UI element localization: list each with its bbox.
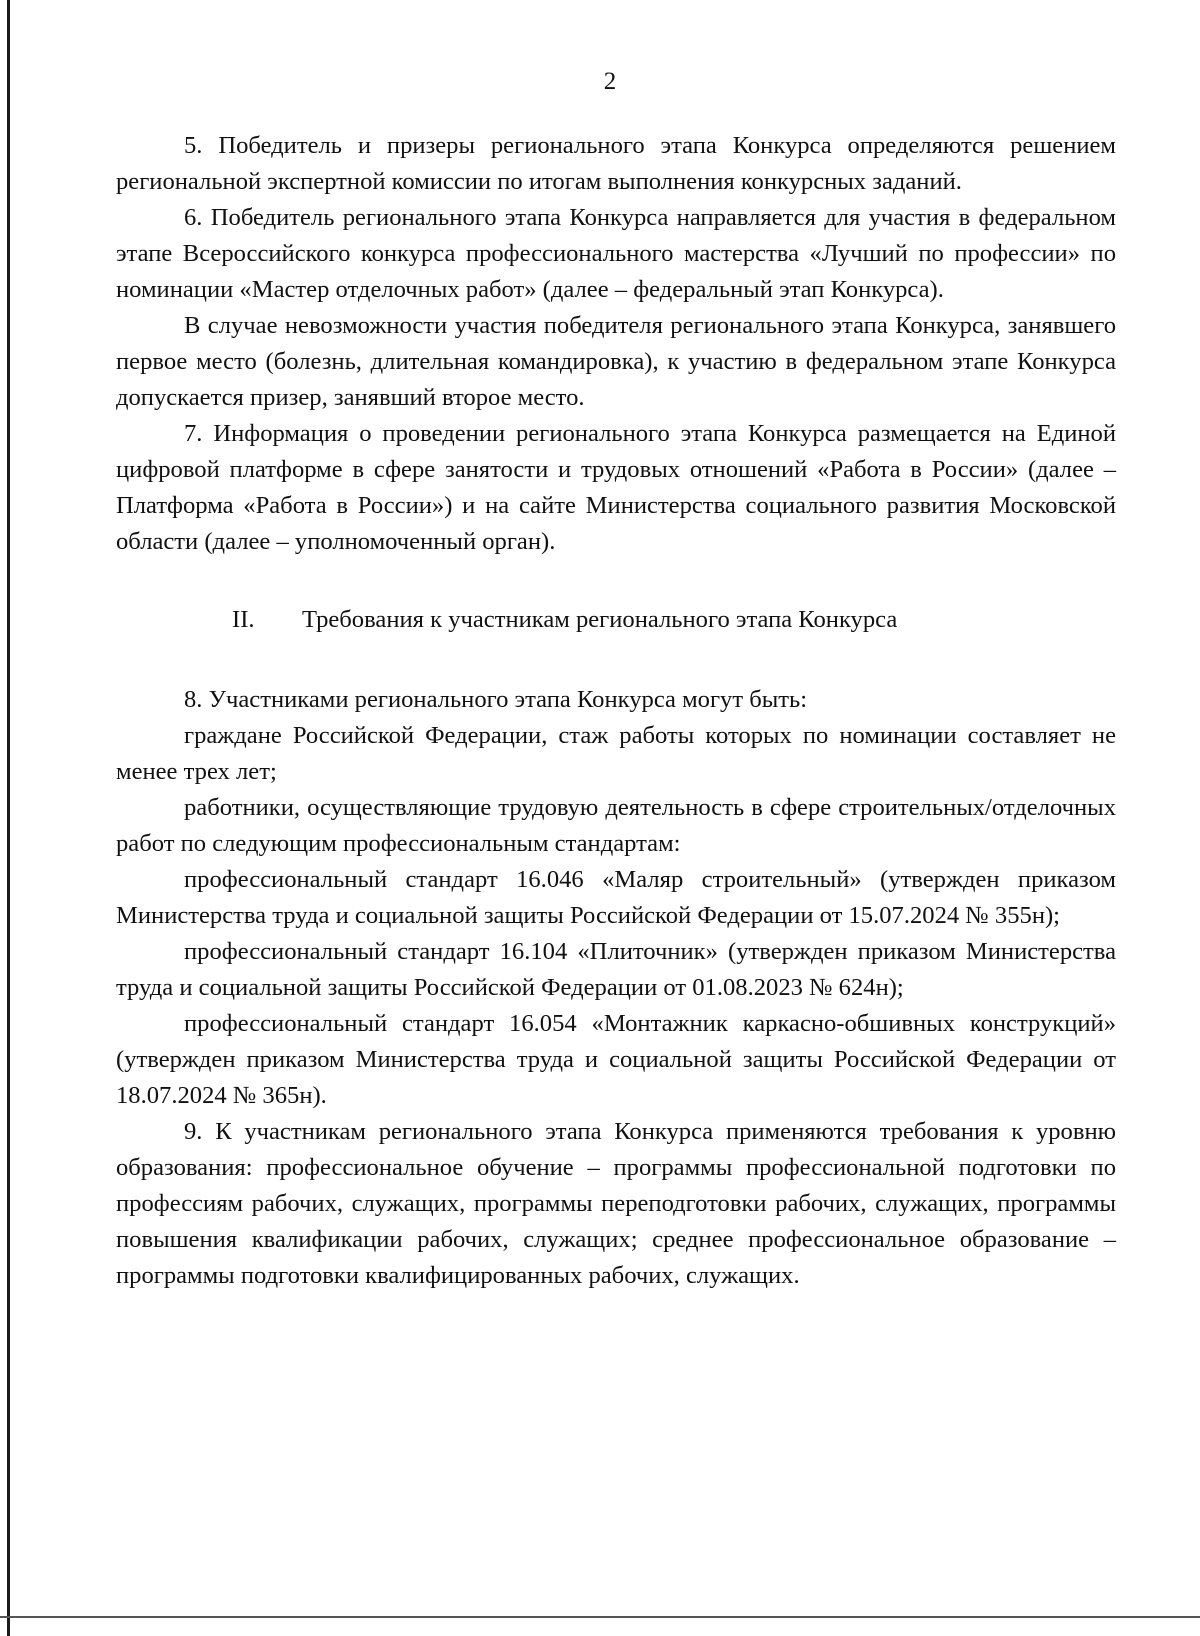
paragraph-8-citizens: граждане Российской Федерации, стаж работы которых по номинации составляет не менее трех лет; <box>116 722 1116 785</box>
paragraph-8: 8. Участниками регионального этапа Конкурса могут быть: <box>184 686 808 713</box>
paragraph-8-standard-installer: профессиональный стандарт 16.054 «Монтажник каркасно-обшивных конструкций» (утвержден приказом Министерства труда и социальной защиты Российской Федерации от 18.07.2024 № 365н). <box>116 1010 1116 1109</box>
page-number: 2 <box>603 68 617 95</box>
scan-border-bottom <box>0 1616 1200 1618</box>
paragraph-9: 9. К участникам регионального этапа Конкурса применяются требования к уровню образования: профессиональное обучение – программы профессиональной подготовки по профессиям рабочих, служащих, программы переподготовки рабочих, служащих, программы повышения квалификации рабочих, служащих; среднее профессиональное образование – программы подготовки квалифицированных рабочих, служащих. <box>116 1118 1116 1289</box>
paragraph-6: 6. Победитель регионального этапа Конкурса направляется для участия в федеральном этапе Всероссийского конкурса профессионального мастерства «Лучший по профессии» по номинации «Мастер отделочных работ» (далее – федеральный этап Конкурса). <box>116 204 1116 303</box>
paragraph-8-standard-painter: профессиональный стандарт 16.046 «Маляр строительный» (утвержден приказом Министерства труда и социальной защиты Российской Федерации от 15.07.2024 № 355н); <box>116 866 1116 929</box>
paragraph-6-note: В случае невозможности участия победителя регионального этапа Конкурса, занявшего первое место (болезнь, длительная командировка), к участию в федеральном этапе Конкурса допускается призер, занявший второе место. <box>116 312 1116 411</box>
paragraph-7: 7. Информация о проведении регионального этапа Конкурса размещается на Единой цифровой платформе в сфере занятости и трудовых отношений «Работа в России» (далее – Платформа «Работа в России») и на сайте Министерства социального развития Московской области (далее – уполномоченный орган). <box>116 420 1116 555</box>
scan-border-left <box>7 0 10 1636</box>
section-title: Требования к участникам регионального этапа Конкурса <box>302 606 898 633</box>
section-number: II. <box>232 606 255 633</box>
paragraph-8-standard-tiler: профессиональный стандарт 16.104 «Плиточник» (утвержден приказом Министерства труда и социальной защиты Российской Федерации от 01.08.2023 № 624н); <box>116 938 1116 1001</box>
section-heading <box>116 602 1116 638</box>
paragraph-5: 5. Победитель и призеры регионального этапа Конкурса определяются решением региональной экспертной комиссии по итогам выполнения конкурсных заданий. <box>116 132 1116 195</box>
document-body <box>116 128 1116 1294</box>
paragraph-8-workers: работники, осуществляющие трудовую деятельность в сфере строительных/отделочных работ по следующим профессиональным стандартам: <box>116 794 1116 857</box>
